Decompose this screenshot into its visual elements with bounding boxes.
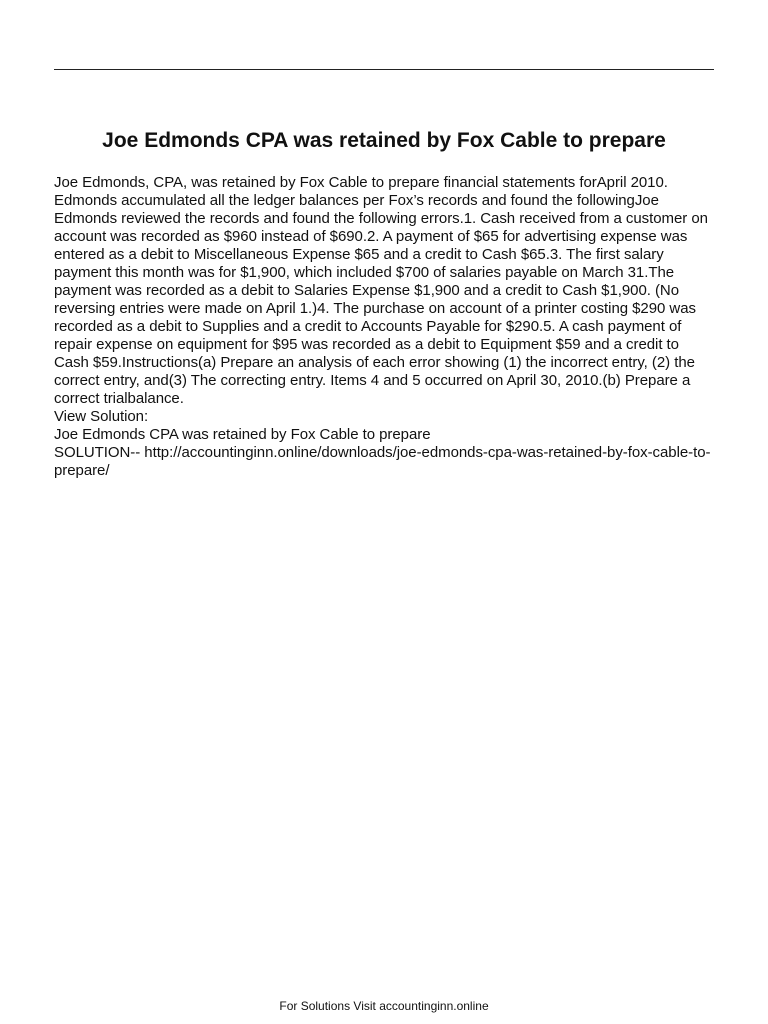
view-solution-label: View Solution: (54, 408, 149, 425)
page-footer: For Solutions Visit accountinginn.online (279, 999, 489, 1013)
solution-title: Joe Edmonds CPA was retained by Fox Cable to prepare (54, 426, 431, 443)
problem-text: Joe Edmonds, CPA, was retained by Fox Cable to prepare financial statements forApril 2010. Edmonds accumulated all the ledger balances per Fox’s records and found the followingJoe Edmonds reviewed the records and found the following errors.1. Cash received from a customer on account was recorded as $960 instead of $690.2. A payment of $65 for advertising expense was entered as a debit to Miscellaneous Expense $65 and a credit to Cash $65.3. The first salary payment this month was for $1,900, which included $700 of salaries payable on March 31.The payment was recorded as a debit to Salaries Expense $1,900 and a credit to Cash $1,900. (No reversing entries were made on April 1.)4. The purchase on account of a printer costing $290 was recorded as a debit to Supplies and a credit to Accounts Payable for $290.5. A cash payment of repair expense on equipment for $95 was recorded as a debit to Equipment $59 and a credit to Cash $59.Instructions(a) Prepare an analysis of each error showing (1) the incorrect entry, (2) the correct entry, and(3) The correcting entry. Items 4 and 5 occurred on April 30, 2010.(b) Prepare a correct trialbalance. (54, 174, 708, 407)
header-rule (54, 69, 714, 70)
document-body (54, 174, 716, 480)
solution-link[interactable]: SOLUTION-- http://accountinginn.online/downloads/joe-edmonds-cpa-was-retained-by-fox-cable-to-prepare/ (54, 444, 711, 479)
page-title: Joe Edmonds CPA was retained by Fox Cable to prepare (102, 129, 666, 152)
